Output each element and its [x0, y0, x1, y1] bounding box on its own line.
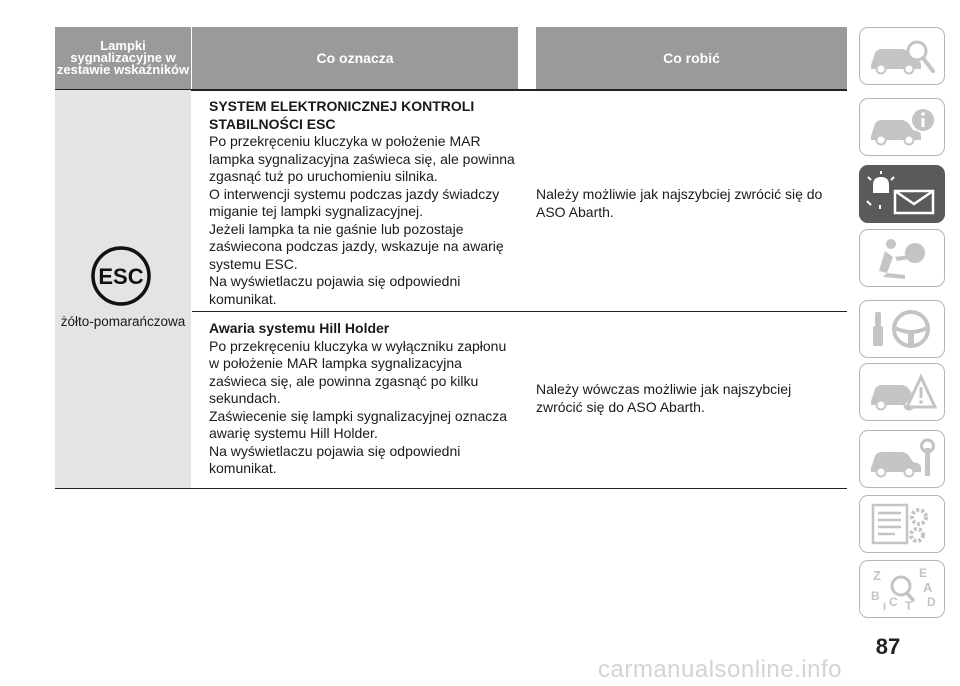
svg-text:D: D — [927, 595, 936, 609]
car-search-icon — [865, 33, 939, 79]
row-esc-line: Jeżeli lampka ta nie gaśnie lub pozostaje zaświecona podczas jazdy, wskazuje na awarię systemu ESC. — [209, 220, 504, 272]
row-esc-description — [209, 98, 519, 308]
esc-warning-icon — [90, 245, 152, 307]
row-esc-action: Należy możliwie jak najszybciej zwrócić się do ASO Abarth. — [536, 186, 823, 220]
svg-text:B: B — [871, 589, 880, 603]
row-hillholder-line: Na wyświetlaczu pojawia się odpowiedni komunikat. — [209, 442, 461, 476]
watermark: carmanualsonline.info — [598, 656, 842, 683]
row-esc-line: O interwencji systemu podczas jazdy świadczy miganie tej lampki sygnalizacyjnej. — [209, 185, 500, 219]
svg-text:C: C — [889, 595, 898, 609]
table-bottom-line — [55, 488, 847, 489]
svg-text:E: E — [919, 566, 928, 580]
chapter-tab-emergency[interactable] — [859, 363, 945, 421]
svg-text:A: A — [923, 580, 933, 595]
row-hillholder-action: Należy wówczas możliwie jak najszybciej zwrócić się do ASO Abarth. — [536, 381, 792, 415]
chapter-tab-maintenance[interactable] — [859, 430, 945, 488]
chapter-tab-warning-lights[interactable] — [859, 165, 945, 223]
row-hillholder-line: Po przekręceniu kluczyka w wyłączniku zapłonu w położenie MAR lampka sygnalizacyjna zaświeca się, ale powinna zgasnąć po kilku sekundach. — [209, 337, 507, 406]
header-meaning: Co oznacza — [192, 27, 518, 89]
list-gear-icon — [865, 501, 939, 547]
row-divider — [192, 311, 847, 312]
row-hillholder-line: Zaświecenie się lampki sygnalizacyjnej oznacza awarię systemu Hill Holder. — [209, 407, 508, 441]
chapter-tab-starting-driving[interactable] — [859, 300, 945, 358]
car-wrench-icon — [865, 436, 939, 482]
seat-airbag-icon — [865, 235, 939, 281]
chapter-tab-car-search[interactable] — [859, 27, 945, 85]
warning-light-message-icon — [865, 171, 939, 217]
car-warning-triangle-icon — [865, 369, 939, 415]
chapter-tab-index[interactable] — [859, 560, 945, 618]
header-action: Co robić — [536, 27, 847, 89]
row-esc-title: SYSTEM ELEKTRONICZNEJ KONTROLI STABILNOŚCI ESC — [209, 98, 475, 132]
car-info-icon — [865, 104, 939, 150]
steering-key-icon — [865, 306, 939, 352]
lamp-cell — [55, 90, 191, 488]
page-number: 87 — [875, 634, 901, 659]
svg-text:ESC: ESC — [98, 264, 144, 289]
row-esc-line: Po przekręceniu kluczyka w położenie MAR lampka sygnalizacyjna zaświeca się, ale powinna zgasnąć tuż po uruchomieniu silnika. — [209, 133, 515, 184]
lamp-colour: żółto-pomarańczowa — [60, 314, 186, 329]
chapter-tab-car-info[interactable] — [859, 98, 945, 156]
svg-text:I: I — [883, 601, 887, 612]
header-lamps: Lampki sygnalizacyjne w zestawie wskaźników — [55, 27, 191, 89]
svg-text:T: T — [905, 599, 913, 612]
chapter-tab-technical-data[interactable] — [859, 495, 945, 553]
row-hillholder-description — [209, 320, 519, 478]
chapter-tab-safety[interactable] — [859, 229, 945, 287]
row-esc-line: Na wyświetlaczu pojawia się odpowiedni komunikat. — [209, 273, 461, 307]
alphabet-index-icon — [865, 566, 939, 612]
row-hillholder-title: Awaria systemu Hill Holder — [209, 320, 390, 336]
svg-text:Z: Z — [873, 568, 881, 583]
